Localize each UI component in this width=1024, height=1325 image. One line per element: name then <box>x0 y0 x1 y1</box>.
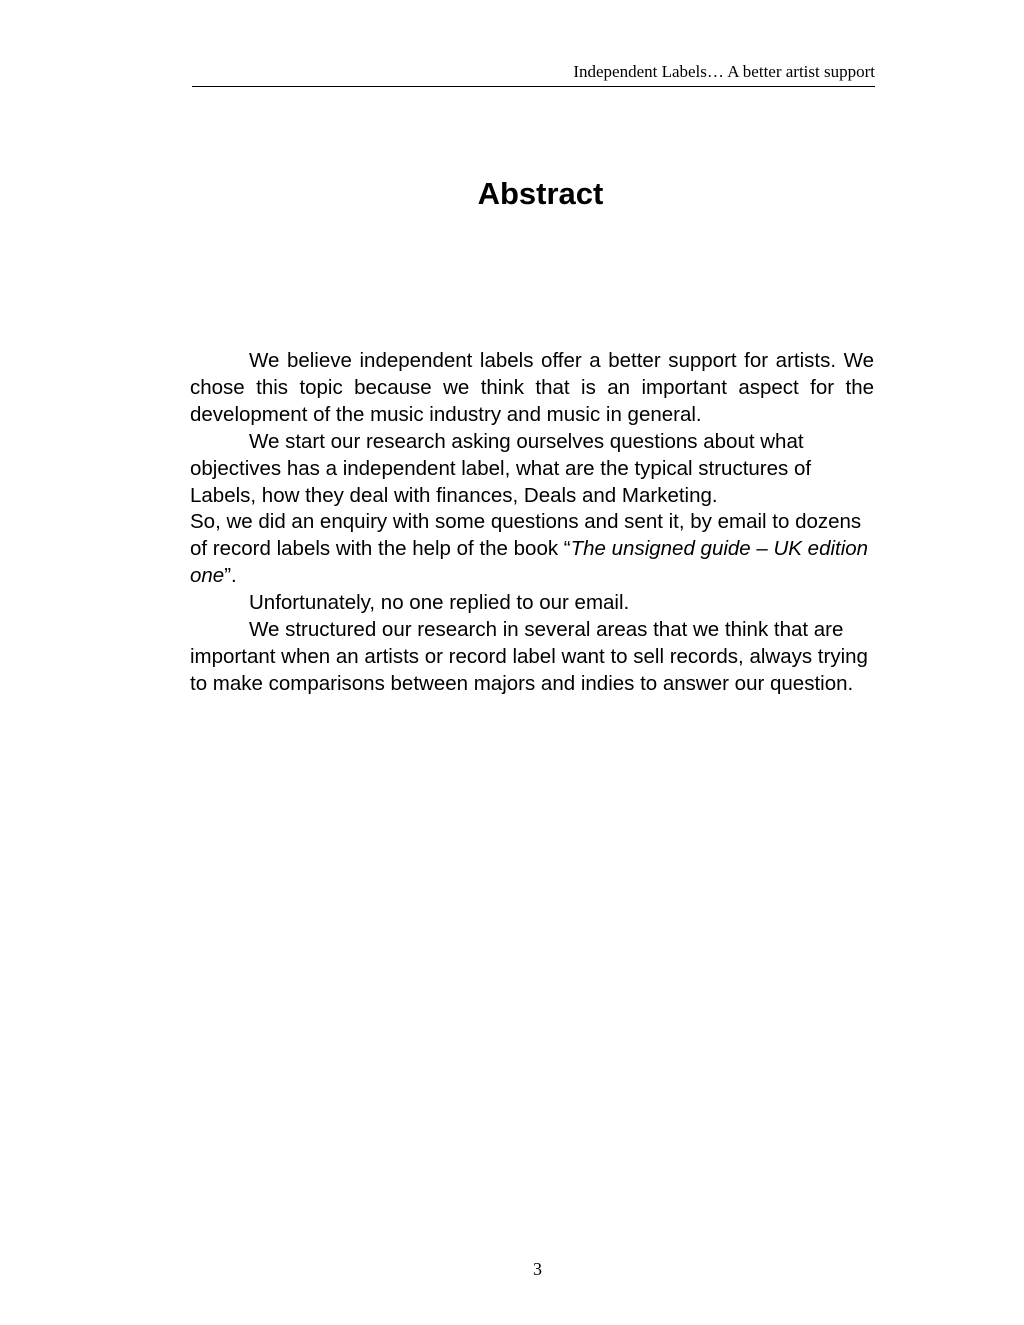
paragraph-4: Unfortunately, no one replied to our email. <box>249 591 630 615</box>
running-header <box>192 60 875 87</box>
abstract-body <box>190 348 874 698</box>
paragraph-3 <box>190 509 874 590</box>
running-title: Independent Labels… A better artist support <box>573 62 875 81</box>
page-number: 3 <box>533 1259 542 1279</box>
book-title: The unsigned guide – UK edition one <box>190 537 869 588</box>
paragraph-5: We structured our research in several areas that we think that are important when an artists or record label want to sell records, always trying to make comparisons between majors and indies to answer our question. <box>190 618 868 695</box>
paragraph-3-text-after: ”. <box>224 564 237 588</box>
paragraph-3-text-before: So, we did an enquiry with some questions and sent it, by email to dozens of record labels with the help of the book “ <box>190 510 862 561</box>
paragraph-2: We start our research asking ourselves questions about what objectives has a independent label, what are the typical structures of Labels, how they deal with finances, Deals and Marketing. <box>190 429 812 507</box>
paragraph-1: We believe independent labels offer a better support for artists. We chose this topic because we think that is an important aspect for the development of the music industry and music in general. <box>190 349 874 426</box>
page-title: Abstract <box>477 176 604 211</box>
